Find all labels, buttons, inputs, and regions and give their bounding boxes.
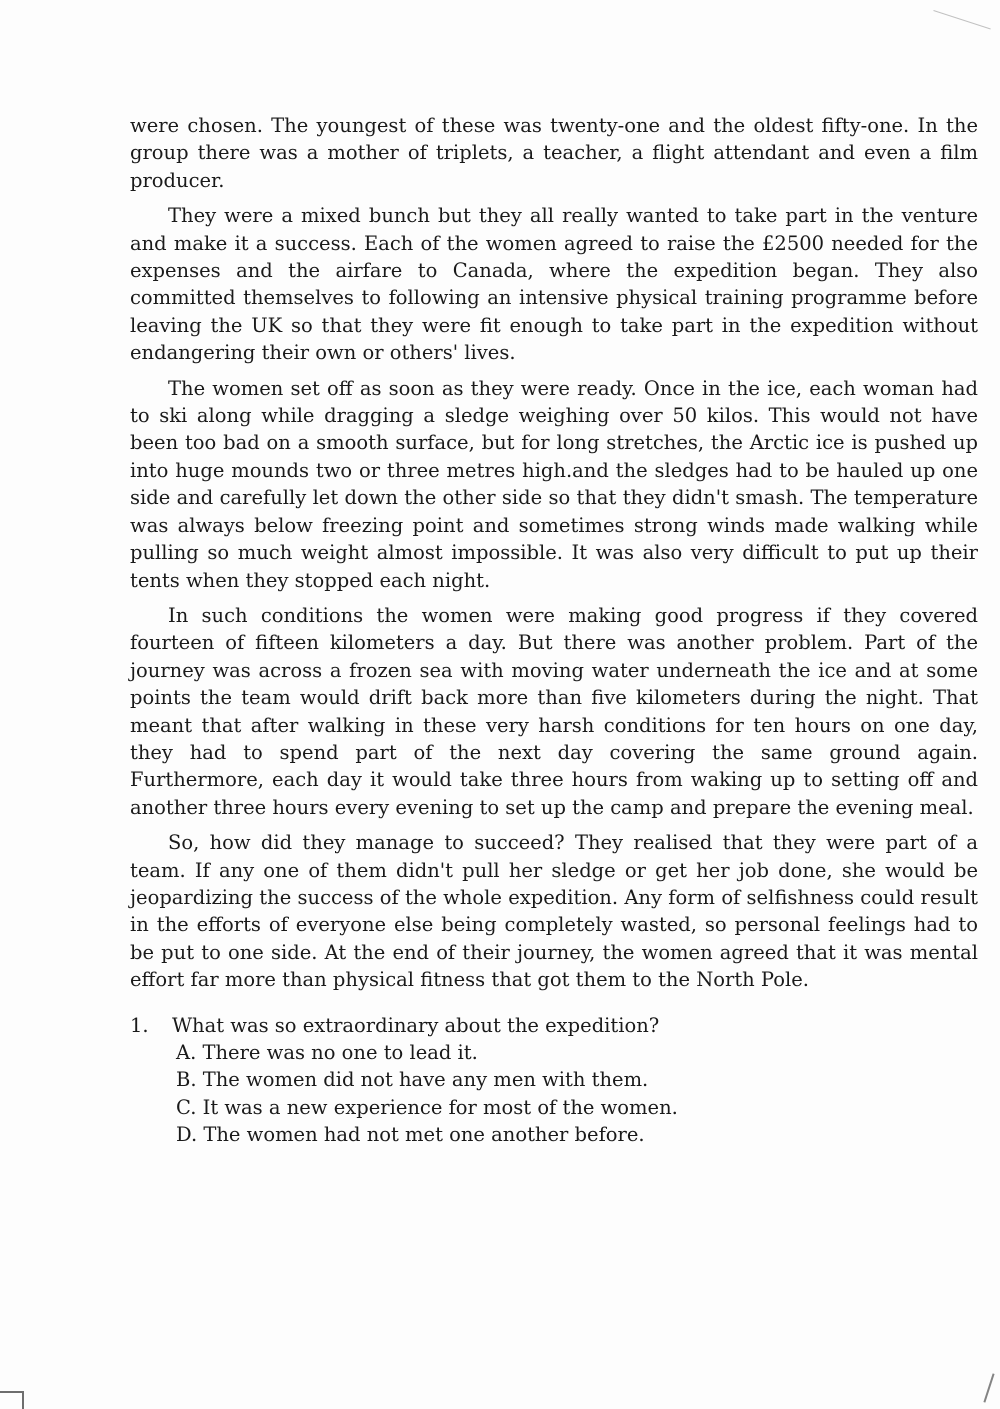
passage-paragraph-3: The women set off as soon as they were ready. Once in the ice, each woman had to ski along while dragging a sledge weighing over 50 kilos. This would not have been too bad on a smooth surface, but for long stretches, the Arctic ice is pushed up into huge mounds two or three metres high.and the sledges had to be hauled up one side and carefully let down the other side so that they didn't smash. The temperature was always below freezing point and sometimes strong winds made walking while pulling so much weight almost impossible. It was also very difficult to put up their tents when they stopped each night. [130,376,978,592]
question-stem [130,1012,978,1039]
reading-passage [130,112,978,1149]
answer-option-a[interactable]: A. There was no one to lead it. [176,1041,478,1064]
answer-option-c[interactable]: C. It was a new experience for most of the women. [176,1095,678,1119]
answer-option-b[interactable]: B. The women did not have any men with them. [176,1068,649,1092]
passage-paragraph-2: They were a mixed bunch but they all really wanted to take part in the venture and make it a success. Each of the women agreed to raise the £2500 needed for the expenses and the airfare to Canada, where the expedition began. They also committed themselves to following an intensive physical training programme before leaving the UK so that they were fit enough to take part in the expedition without endangering their own or others' lives. [130,204,978,365]
answer-options [176,1039,978,1149]
passage-paragraph-5: So, how did they manage to succeed? They realised that they were part of a team. If any one of them didn't pull her sledge or get her job done, she would be jeopardizing the success of the whole expedition. Any form of selfishness could result in the efforts of everyone else being completely wasted, so personal feelings had to be put to one side. At the end of their journey, the women agreed that it was mental effort far more than physical fitness that got them to the North Pole. [130,831,978,992]
passage-paragraph-4: In such conditions the women were making good progress if they covered fourteen of fifteen kilometers a day. But there was another problem. Part of the journey was across a frozen sea with moving water underneath the ice and at some points the team would drift back more than five kilometers during the night. That meant that after walking in these very harsh conditions for ten hours on one day, they had to spend part of the next day covering the same ground again. Furthermore, each day it would take three hours from waking up to setting off and another three hours every evening to set up the camp and prepare the evening meal. [130,603,978,819]
scan-corner-mark-right [983,1373,994,1402]
question-number: 1. [130,1013,149,1037]
passage-paragraph-1: were chosen. The youngest of these was twenty-one and the oldest fifty-one. In the group there was a mother of triplets, a teacher, a flight attendant and even a film producer. [130,114,978,192]
scan-edge-mark [933,0,1000,29]
question-1 [130,1012,978,1149]
question-text: What was so extraordinary about the expedition? [172,1013,660,1037]
answer-option-d[interactable]: D. The women had not met one another before. [176,1123,645,1147]
scan-corner-mark-left [0,1391,24,1409]
